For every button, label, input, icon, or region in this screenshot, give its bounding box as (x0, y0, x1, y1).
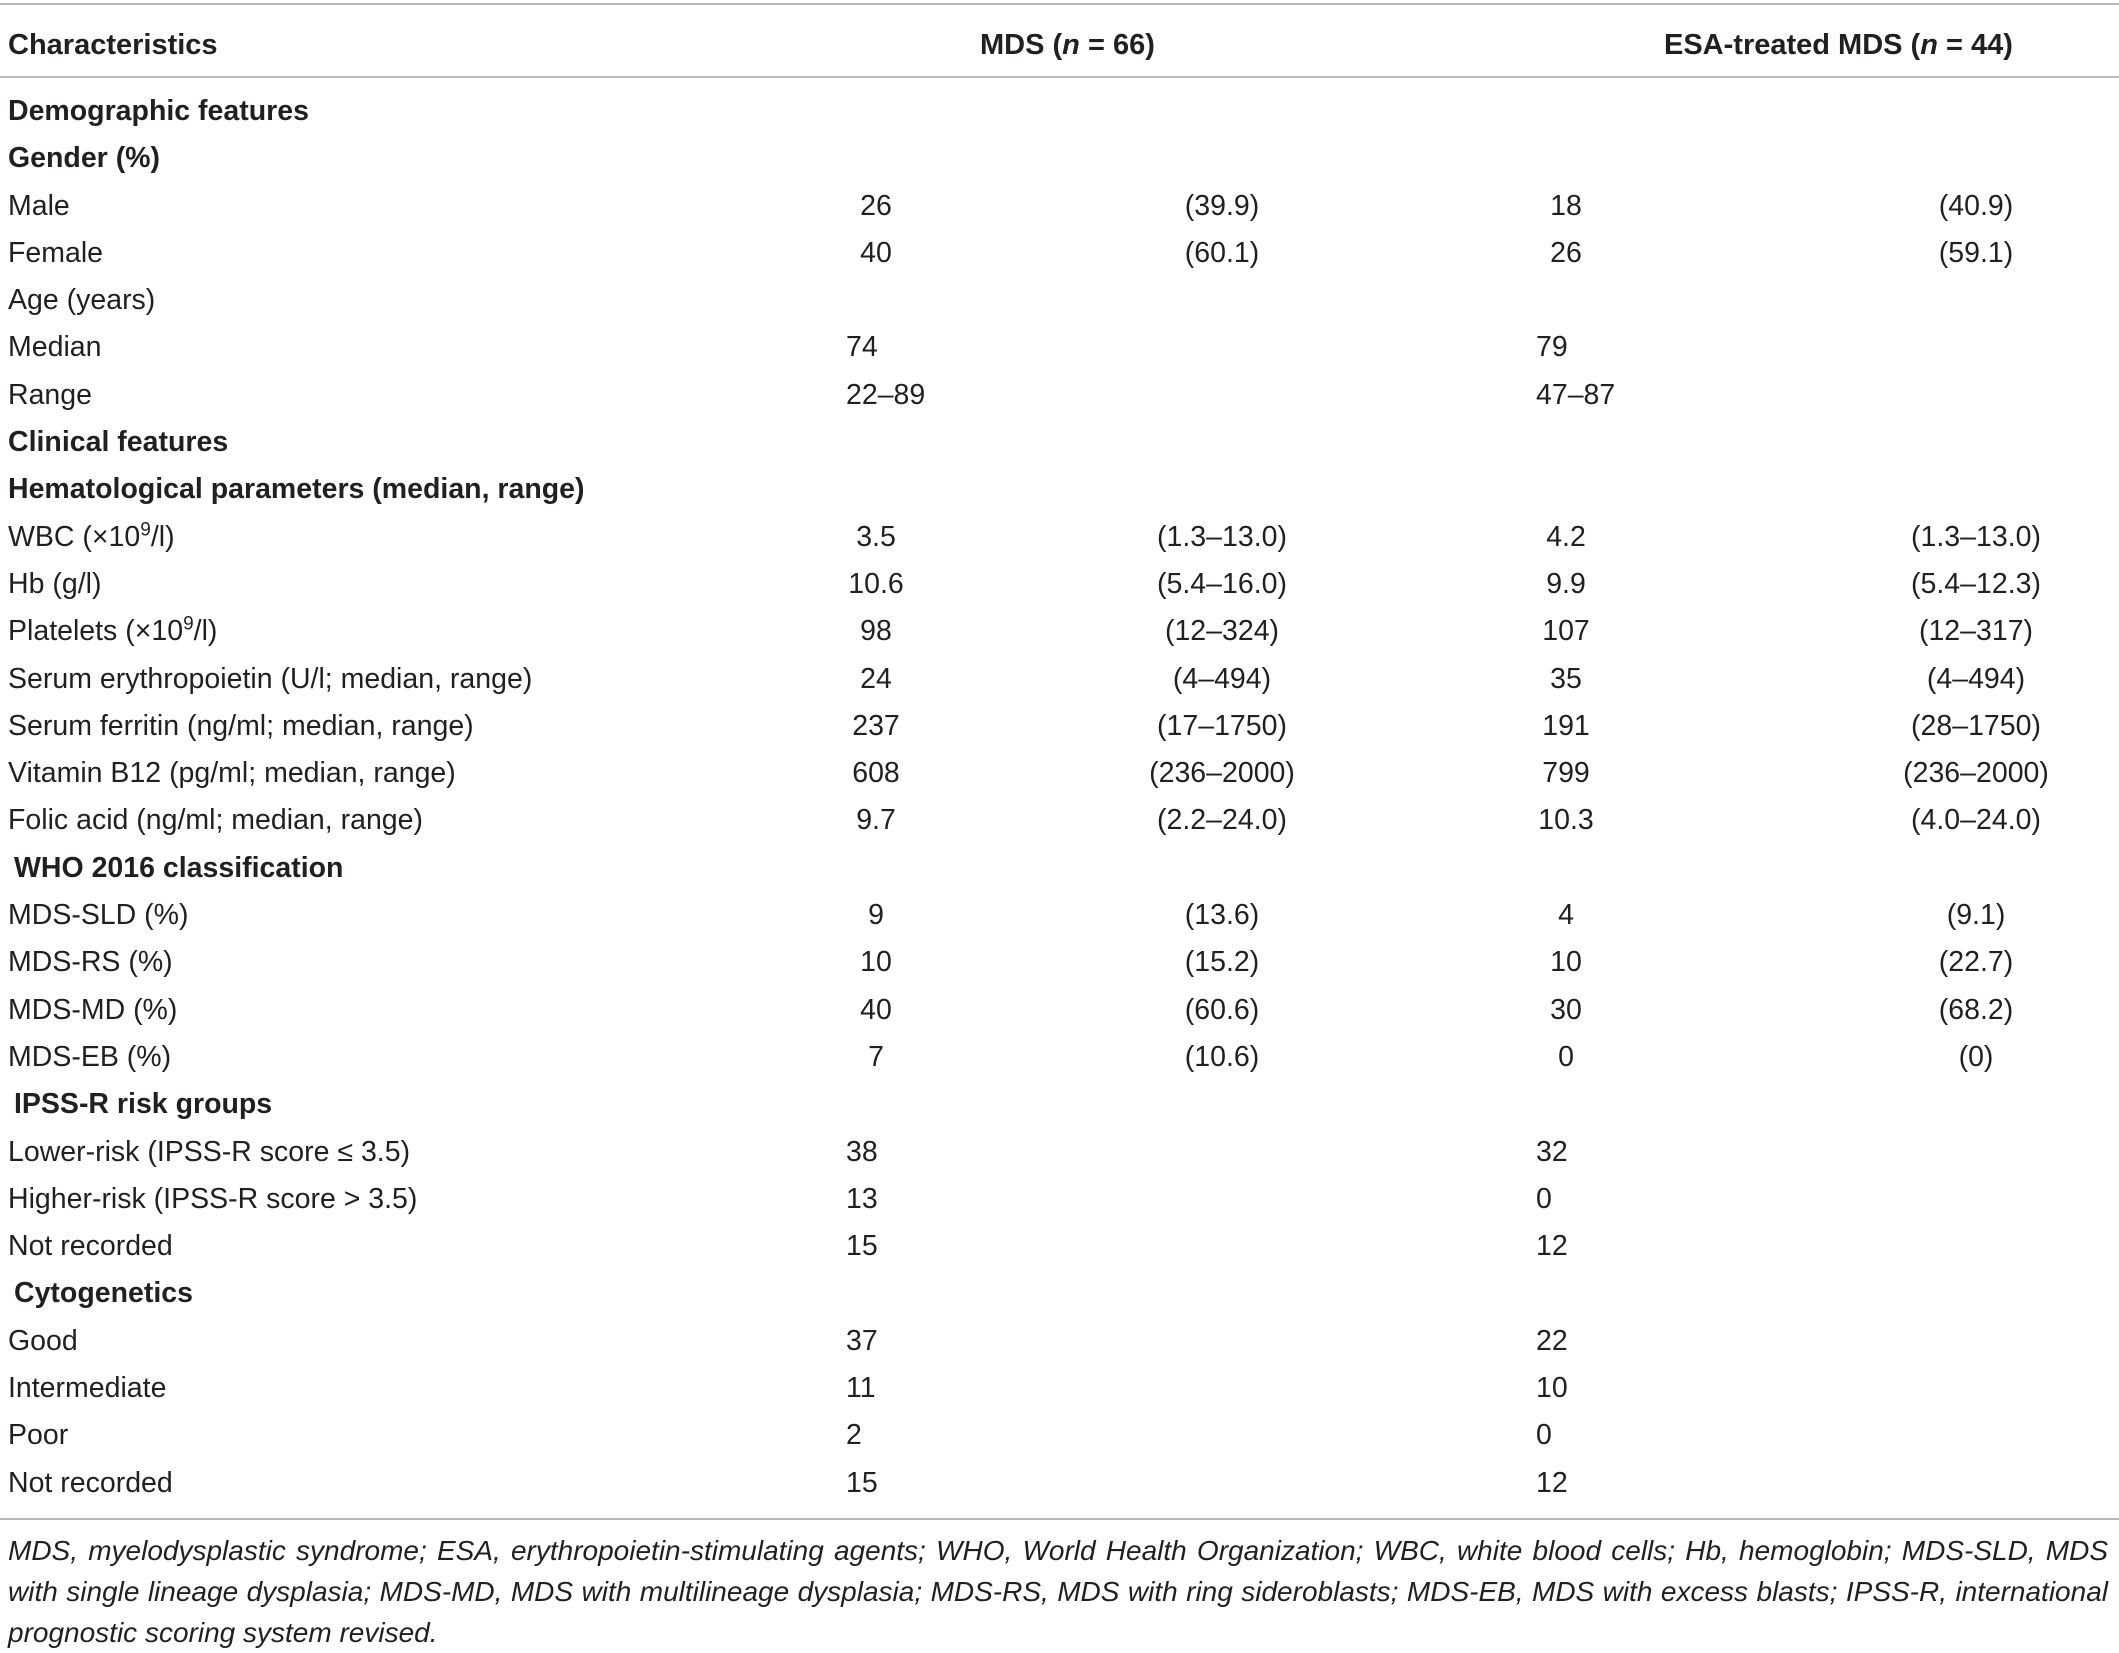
mds-value: 37 (846, 1324, 878, 1357)
section-heading: Hematological parameters (median, range) (8, 473, 585, 506)
table-row: Female 40 (60.1) 26 (59.1) (0, 230, 2119, 277)
table-row: MDS-EB (%) 7 (10.6) 0 (0) (0, 1034, 2119, 1081)
table-row: MDS-RS (%) 10 (15.2) 10 (22.7) (0, 939, 2119, 986)
row-label: Serum ferritin (ng/ml; median, range) (8, 709, 474, 742)
row-label: Serum erythropoietin (U/l; median, range) (8, 662, 533, 695)
row-label-text-suffix: /l) (150, 520, 175, 553)
table-row (0, 1460, 2119, 1507)
table-footnote: MDS, myelodysplastic syndrome; ESA, erythropoietin-stimulating agents; WHO, World Health Organization; WBC, white blood cells; Hb, hemoglobin; MDS-SLD, MDS with single lineage dysplasia; MDS-MD, MDS with multilineage dysplasia; MDS-RS, MDS with ring sideroblasts; MDS-EB, MDS with excess blasts; IPSS-R, international prognostic scoring system revised. (8, 1535, 2108, 1648)
header-esa-n: n (1920, 29, 1938, 61)
row-label: Intermediate (8, 1372, 167, 1405)
section-heading: WHO 2016 classification (14, 851, 344, 884)
header-esa-treated-mds (1664, 28, 2013, 62)
table-row: MDS-SLD (%) 9 (13.6) 4 (9.1) (0, 892, 2119, 939)
table-row (0, 277, 2119, 324)
esa-value: 10 (1536, 1372, 1568, 1405)
row-label: MDS-MD (%) (8, 993, 178, 1026)
row-label: Age (years) (8, 284, 156, 317)
table-row (0, 845, 2119, 892)
row-label: Good (8, 1324, 78, 1357)
mds-value: 74 (846, 331, 878, 364)
row-label: Female (8, 236, 104, 269)
table-row (0, 372, 2119, 419)
row-label: Male (8, 189, 70, 222)
row-label: Higher-risk (IPSS-R score > 3.5) (8, 1182, 418, 1215)
header-esa-prefix: ESA-treated MDS ( (1664, 29, 1921, 61)
esa-value: 0 (1536, 1419, 1552, 1452)
row-label: Range (8, 378, 92, 411)
header-mds-prefix: MDS ( (980, 29, 1063, 61)
table-body (0, 88, 2119, 1507)
table-row: Male 26 (39.9) 18 (40.9) (0, 183, 2119, 230)
table-top-rule (0, 3, 2119, 5)
mds-value: 11 (846, 1372, 876, 1405)
table-header-row (0, 6, 2119, 76)
header-mds-n: n (1062, 29, 1080, 61)
table-row (0, 1176, 2119, 1223)
row-label: MDS-EB (%) (8, 1040, 172, 1073)
esa-value: 22 (1536, 1324, 1568, 1357)
esa-value: 79 (1536, 331, 1568, 364)
table-row (0, 135, 2119, 182)
row-label: Vitamin B12 (pg/ml; median, range) (8, 757, 456, 790)
mds-value: 15 (846, 1230, 878, 1263)
table-row: WBC $(\times 10^9/l)$ 3.5 (1.3–13.0) 4.2 (1.3–13.0) (0, 514, 2119, 561)
table-row: Hb (g/l) 10.6 (5.4–16.0) 9.9 (5.4–12.3) (0, 561, 2119, 608)
table-row (0, 1081, 2119, 1128)
table-row (0, 419, 2119, 466)
row-label: Not recorded (8, 1466, 173, 1499)
table-row: Platelets $(\times 10^9/l)$ 98 (12–324) 107 (12–317) (0, 608, 2119, 655)
table-row (0, 1318, 2119, 1365)
table-row (0, 1412, 2119, 1459)
row-label: Folic acid (ng/ml; median, range) (8, 804, 424, 837)
table-row (0, 466, 2119, 513)
row-label: Median (8, 331, 102, 364)
mds-value: 2 (846, 1419, 862, 1452)
table-row (0, 324, 2119, 371)
row-label-superscript: 9 (183, 613, 194, 635)
row-label: Poor (8, 1419, 69, 1452)
esa-value: 12 (1536, 1230, 1568, 1263)
mds-value: 15 (846, 1466, 878, 1499)
table-row (0, 1129, 2119, 1176)
table-row: Vitamin B12 (pg/ml; median, range) 608 (236–2000) 799 (236–2000) (0, 750, 2119, 797)
table-row (0, 88, 2119, 135)
row-label-text: Platelets (×10 (8, 615, 184, 648)
mds-value: 38 (846, 1135, 878, 1168)
section-heading: IPSS-R risk groups (14, 1088, 273, 1121)
row-label: Lower-risk (IPSS-R score ≤ 3.5) (8, 1135, 411, 1168)
header-characteristics: Characteristics (8, 29, 218, 61)
table-header-rule (0, 76, 2119, 78)
header-mds-suffix: = 66) (1079, 29, 1155, 61)
table-row: Folic acid (ng/ml; median, range) 9.7 (2.2–24.0) 10.3 (4.0–24.0) (0, 797, 2119, 844)
mds-value: 13 (846, 1182, 878, 1215)
esa-value: 32 (1536, 1135, 1568, 1168)
esa-value: 47–87 (1536, 378, 1616, 411)
row-label (8, 608, 217, 655)
section-heading: Demographic features (8, 95, 309, 127)
table-row (0, 1223, 2119, 1270)
table-row: Serum erythropoietin (U/l; median, range) 24 (4–494) 35 (4–494) (0, 656, 2119, 703)
row-label: Not recorded (8, 1230, 173, 1263)
esa-value: 0 (1536, 1182, 1552, 1215)
esa-value: 12 (1536, 1466, 1568, 1499)
section-heading: Clinical features (8, 426, 229, 459)
section-heading: Cytogenetics (14, 1277, 193, 1310)
row-label: MDS-RS (%) (8, 946, 173, 979)
table-bottom-rule (0, 1518, 2119, 1520)
row-label-text-suffix: /l) (193, 615, 218, 648)
table-row: Serum ferritin (ng/ml; median, range) 237 (17–1750) 191 (28–1750) (0, 703, 2119, 750)
table-row: MDS-MD (%) 40 (60.6) 30 (68.2) (0, 987, 2119, 1034)
row-label (8, 514, 175, 561)
row-label: MDS-SLD (%) (8, 899, 189, 932)
header-esa-suffix: = 44) (1937, 29, 2013, 61)
table-row (0, 1365, 2119, 1412)
mds-value: 22–89 (846, 378, 926, 411)
header-mds (980, 28, 1155, 62)
row-label-superscript: 9 (140, 519, 151, 541)
table-row (0, 1270, 2119, 1317)
row-label: Hb (g/l) (8, 567, 102, 600)
section-heading: Gender (%) (8, 142, 161, 175)
row-label-text: WBC (×10 (8, 520, 141, 553)
